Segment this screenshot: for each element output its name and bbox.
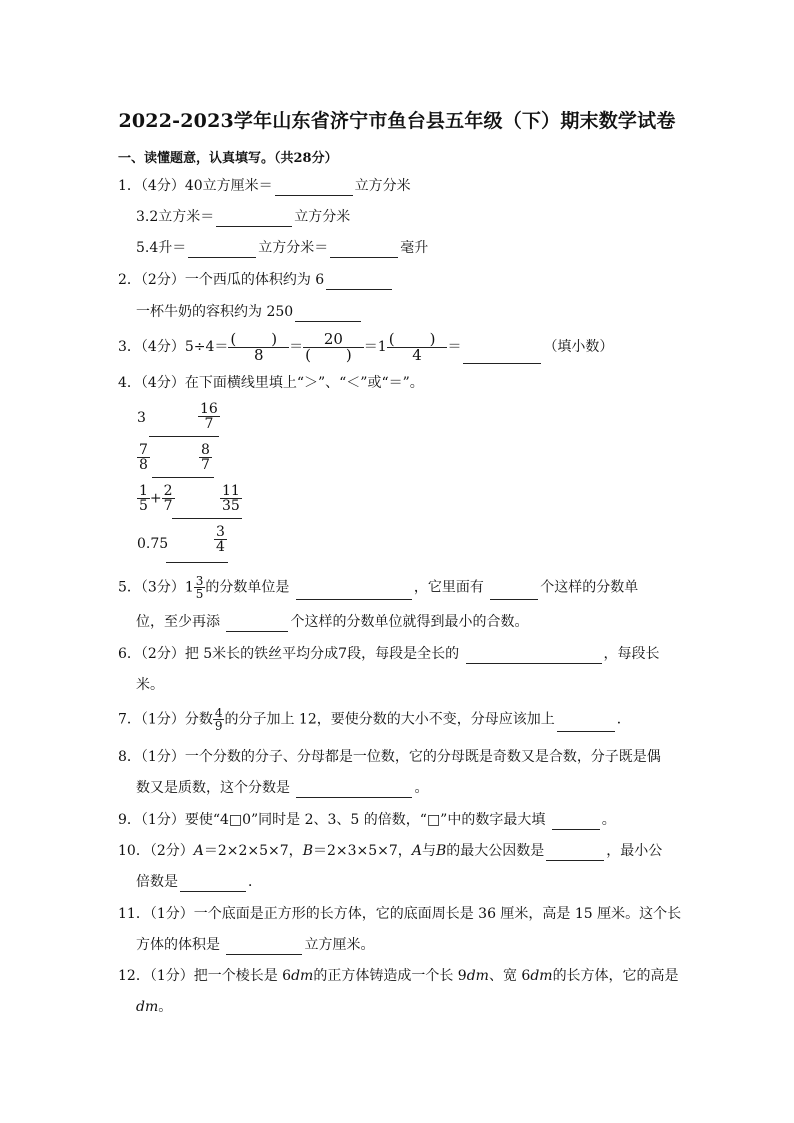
q1-unit: 立方分米	[354, 178, 411, 194]
q5-blank-2[interactable]	[490, 583, 538, 600]
q1-text: 1．（4分）40立方厘米＝	[118, 178, 273, 194]
q7-blank[interactable]	[557, 715, 615, 732]
q1-blank-1[interactable]	[275, 179, 353, 196]
question-10: 10．（2分）A＝2×2×5×7，B＝2×3×5×7，A与B的最大公因数是 ，最小公	[118, 843, 663, 859]
q3-fraction-1	[228, 329, 289, 364]
q3-whole: 1	[377, 339, 387, 355]
q3-fraction-2	[303, 329, 364, 364]
q4-row-1-left: 3	[137, 410, 146, 426]
q3-fraction-3	[387, 329, 448, 364]
q4-row-3-fraction-right: $\frac{11}{35}$	[222, 483, 240, 514]
page-title: 2022-2023学年山东省济宁市鱼台县五年级（下）期末数学试卷	[118, 110, 676, 132]
q4-row-1-fraction: $\frac{16}{7}$	[200, 401, 218, 432]
question-1-line-3	[136, 238, 428, 258]
q3-equals-1: ＝	[289, 339, 304, 355]
q4-row-2-blank[interactable]	[152, 477, 214, 478]
q5-fraction: $\frac{3}{5}$	[195, 574, 204, 601]
q3-blank-numerator-3[interactable]: ( )	[388, 329, 446, 348]
question-7: 7．（1分）分数 $\frac{4}{9}$ 的分子加上 12，要使分数的大小不变，分母应该加上 ．	[118, 706, 631, 733]
q1-blank-2[interactable]	[216, 210, 292, 227]
q1-unit-4: 毫升	[400, 240, 429, 256]
q3-equals-2: ＝	[363, 339, 378, 355]
q4-row-3-expression: $\frac{1}{5}$ + $\frac{2}{7}$	[139, 483, 173, 514]
question-8-line-2: 数又是质数，这个分数是 。	[136, 780, 429, 796]
q4-row-2-fraction-left: $\frac{7}{8}$	[139, 442, 148, 473]
q3-text: 3．（4分）5÷4＝	[118, 339, 229, 355]
q3-blank-decimal[interactable]	[463, 347, 541, 364]
section-heading: 一、读懂题意，认真填写。（共28分）	[118, 151, 338, 166]
q1-blank-3[interactable]	[188, 241, 256, 258]
q5-blank-1[interactable]	[296, 583, 412, 600]
q3-denominator-1: 8	[253, 345, 264, 364]
q7-fraction: $\frac{4}{9}$	[214, 706, 223, 733]
question-1-line-2	[136, 207, 350, 227]
question-12-line-2: dm。	[136, 999, 173, 1015]
q1-blank-4[interactable]	[330, 241, 398, 258]
question-8: 8．（1分）一个分数的分子、分母都是一位数，它的分母既是奇数又是合数，分子既是偶	[118, 749, 661, 765]
q4-row-4-left: 0.75	[137, 536, 169, 552]
q8-blank[interactable]	[296, 781, 412, 798]
q4-row-1-blank[interactable]	[149, 436, 219, 437]
q2-blank-2[interactable]	[295, 305, 361, 322]
question-2-line-2	[136, 302, 363, 322]
q2-text: 2．（2分）一个西瓜的体积约为 6	[118, 272, 325, 288]
q2-blank-1[interactable]	[326, 273, 392, 290]
q4-row-4-blank[interactable]	[166, 562, 228, 563]
q5-blank-3[interactable]	[226, 615, 288, 632]
question-11: 11．（1分）一个底面是正方形的长方体，它的底面周长是 36 厘米，高是 15 厘米。这个长	[118, 906, 682, 922]
question-5-line-2: 位，至少再添 个这样的分数单位就得到最小的合数。	[136, 614, 529, 630]
q4-row-4-fraction: $\frac{3}{4}$	[216, 524, 225, 555]
question-5: 5．（3分）1 $\frac{3}{5}$ 的分数单位是 ，它里面有 个这样的分数单	[118, 574, 639, 601]
q4-row-2-fraction-right: $\frac{8}{7}$	[201, 442, 210, 473]
q1-unit-2: 立方分米	[294, 209, 351, 225]
question-6: 6．（2分）把 5米长的铁丝平均分成7段，每段是全长的 ，每段长	[118, 646, 660, 662]
question-1	[118, 176, 411, 196]
q1-text-3: 5.4升＝	[136, 240, 187, 256]
q3-blank-denominator-2[interactable]: ( )	[305, 345, 362, 364]
q10-blank-1[interactable]	[546, 844, 604, 861]
q3-numerator-2: 20	[303, 332, 364, 348]
q9-blank[interactable]	[552, 813, 600, 830]
q10-blank-2[interactable]	[180, 875, 246, 892]
q4-row-3-blank[interactable]	[172, 518, 242, 519]
question-3	[118, 330, 613, 364]
q3-equals-3: ＝	[447, 339, 462, 355]
q1-text-2: 3.2立方米＝	[136, 209, 215, 225]
question-11-line-2: 方体的体积是 立方厘米。	[136, 937, 375, 953]
question-12: 12．（1分）把一个棱长是 6dm的正方体铸造成一个长 9dm、宽 6dm的长方体，它的高是	[118, 968, 679, 984]
q3-denominator-3: 4	[412, 345, 422, 364]
q11-blank[interactable]	[226, 938, 302, 955]
q2-text-2: 一杯牛奶的容积约为 250	[136, 304, 294, 320]
question-2	[118, 270, 394, 290]
q1-unit-3: 立方分米＝	[258, 240, 329, 256]
question-6-line-2: 米。	[136, 677, 164, 693]
q3-note: （填小数）	[543, 339, 614, 355]
q6-blank-1[interactable]	[466, 647, 602, 664]
question-10-line-2: 倍数是 ．	[136, 874, 262, 890]
question-9: 9．（1分）要使“4□0”同时是 2、3、5 的倍数，“□”中的数字最大填 。	[118, 812, 616, 828]
question-4: 4．（4分）在下面横线里填上“＞”、“＜”或“＝”。	[118, 375, 424, 391]
q3-blank-numerator-1[interactable]: ( )	[230, 329, 288, 348]
